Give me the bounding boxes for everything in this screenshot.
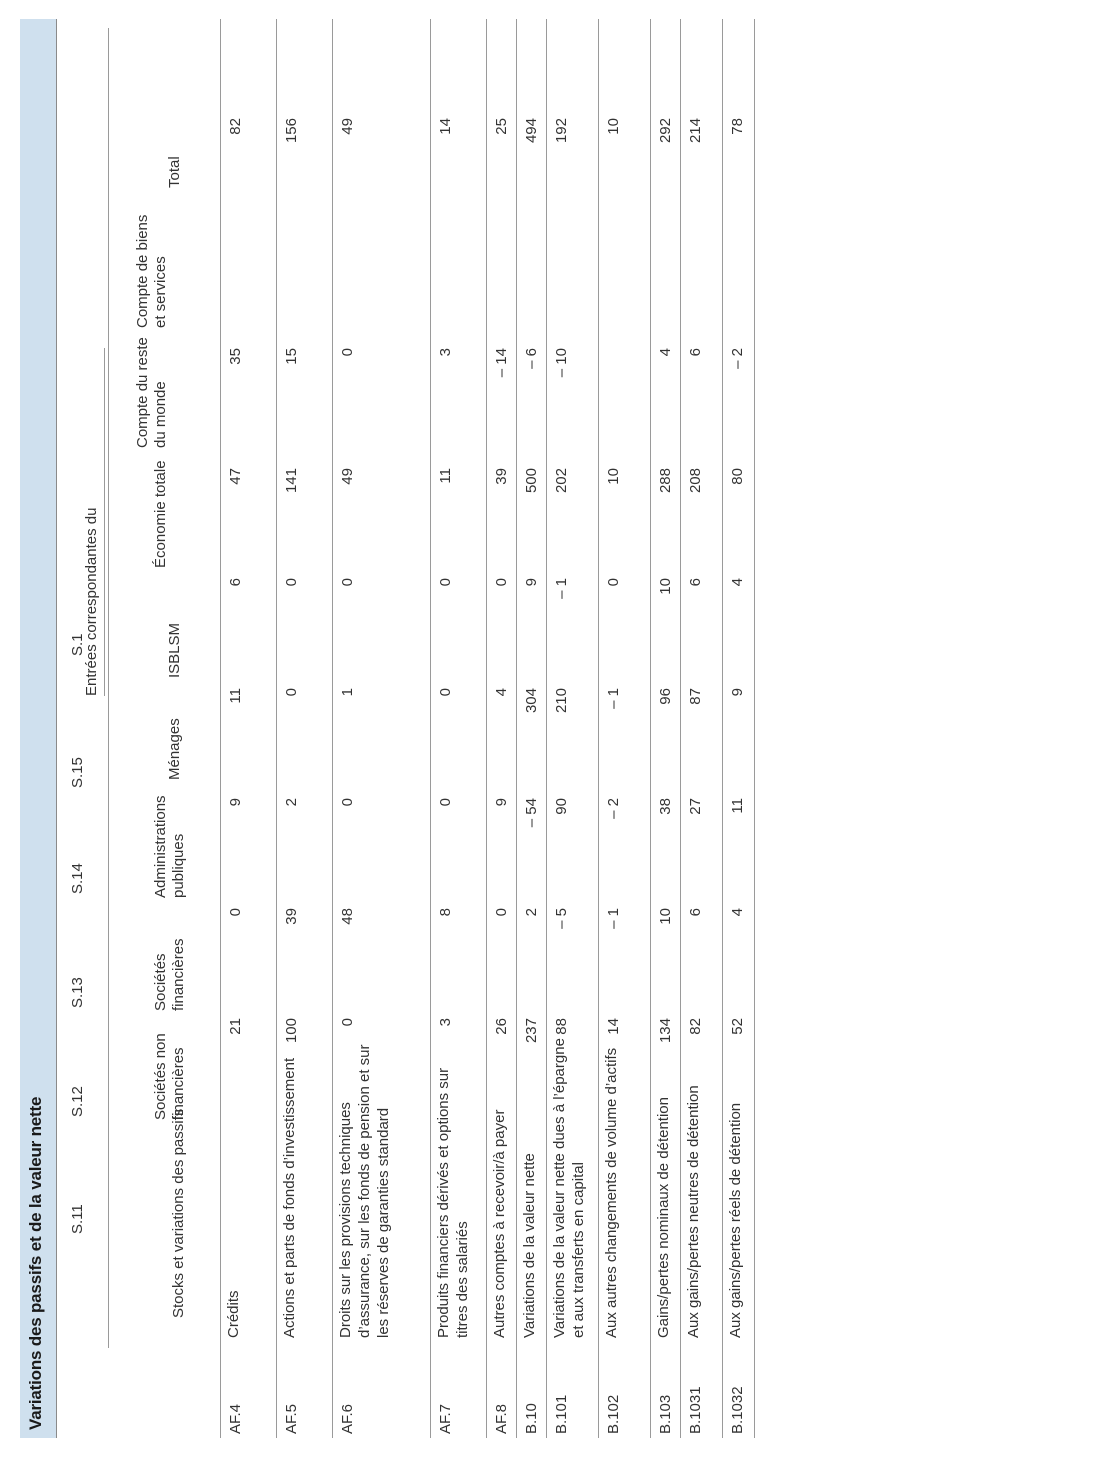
table-cell: 0 (437, 688, 454, 697)
row-code: AF.8 (493, 1403, 510, 1434)
sector-code: S.1 (69, 633, 86, 656)
row-label: Droits sur les provisions techniques d’assurance, sur les fonds de pension et sur les réserves de garanties standard (337, 1044, 392, 1338)
table-cell: 14 (605, 1018, 622, 1035)
sector-code-rule (108, 28, 109, 1348)
table-cell: 0 (437, 798, 454, 807)
column-header: Sociétés financières (152, 938, 187, 1011)
table-cell: 288 (657, 468, 674, 494)
row-label: Produits financiers dérivés et options sur titres des salariés (435, 1067, 471, 1338)
table-cell: 292 (657, 118, 674, 144)
row-rule (546, 19, 547, 1438)
row-code: AF.4 (227, 1403, 244, 1434)
table-cell: 9 (523, 578, 540, 587)
table-cell: – 2 (729, 348, 746, 369)
column-header: Compte du reste du monde (134, 337, 169, 448)
row-label: Variations de la valeur nette dues à l’épargne et aux transferts en capital (551, 1038, 587, 1338)
table-cell: 82 (687, 1018, 704, 1035)
table-cell: 2 (283, 798, 300, 807)
table-cell: 78 (729, 118, 746, 135)
table-cell: 35 (227, 348, 244, 365)
table-cell: 82 (227, 118, 244, 135)
table-cell: 0 (283, 688, 300, 697)
table-cell: 80 (729, 468, 746, 485)
table-cell: 208 (687, 468, 704, 494)
table-cell: 0 (437, 578, 454, 587)
sector-code: S.13 (69, 977, 86, 1008)
row-label: Aux gains/pertes réels de détention (727, 1102, 744, 1338)
row-label: Aux gains/pertes neutres de détention (685, 1085, 702, 1338)
column-header: Compte de biens et services (134, 214, 169, 328)
row-rule (276, 19, 277, 1438)
table-cell: 156 (283, 118, 300, 144)
table-cell: – 14 (493, 348, 510, 378)
column-header: ISBLSM (166, 622, 183, 678)
row-rule (754, 19, 755, 1438)
table-cell: 6 (687, 908, 704, 917)
row-code: B.101 (553, 1394, 570, 1434)
table-cell: 10 (605, 468, 622, 485)
table-cell: 214 (687, 118, 704, 144)
table-cell: 4 (657, 348, 674, 357)
row-code: AF.7 (437, 1403, 454, 1434)
table-cell: 52 (729, 1018, 746, 1035)
table-cell: 9 (493, 798, 510, 807)
table-cell: 49 (339, 118, 356, 135)
row-rule (516, 19, 517, 1438)
row-rule (650, 19, 651, 1438)
table-cell: 0 (605, 578, 622, 587)
table-cell: 88 (553, 1018, 570, 1035)
table-cell: – 10 (553, 348, 570, 378)
sector-code: S.11 (69, 1204, 86, 1234)
table-cell: 304 (523, 688, 540, 714)
table-cell: 11 (729, 798, 746, 814)
table-cell: – 1 (605, 908, 622, 929)
table-title-bar (20, 19, 57, 1438)
table-cell: 10 (657, 908, 674, 925)
table-cell: – 6 (523, 348, 540, 369)
table-cell: 49 (339, 468, 356, 485)
rotated-table (20, 19, 746, 1438)
table-cell: 1 (339, 688, 356, 697)
row-code: AF.6 (339, 1403, 356, 1434)
table-cell: 3 (437, 348, 454, 357)
sector-code: S.14 (69, 863, 86, 894)
table-cell: 15 (283, 348, 300, 365)
header-rule (220, 19, 221, 1438)
row-rule (722, 19, 723, 1438)
table-cell: 25 (493, 118, 510, 135)
table-cell: 6 (687, 578, 704, 587)
row-code: B.10 (523, 1403, 540, 1434)
table-cell: 90 (553, 798, 570, 815)
table-cell: 0 (339, 348, 356, 357)
table-cell: 494 (523, 118, 540, 144)
table-cell: – 1 (605, 688, 622, 709)
row-rule (598, 19, 599, 1438)
table-cell: 0 (493, 908, 510, 917)
table-cell: 6 (227, 578, 244, 587)
table-cell: 100 (283, 1018, 300, 1044)
table-cell: 3 (437, 1018, 454, 1027)
group-header: Entrées correspondantes du (83, 507, 100, 696)
table-cell: 210 (553, 688, 570, 714)
row-code: B.102 (605, 1394, 622, 1434)
table-cell: – 1 (553, 578, 570, 599)
table-cell: 14 (437, 118, 454, 135)
table-cell: 0 (283, 578, 300, 587)
row-label: Gains/pertes nominaux de détention (655, 1097, 672, 1338)
table-cell: 141 (283, 468, 300, 494)
table-cell: 27 (687, 798, 704, 815)
table-cell: 9 (729, 688, 746, 697)
table-cell: 10 (605, 118, 622, 135)
table-title: Variations des passifs et de la valeur nette (26, 1096, 45, 1430)
table-cell: 4 (729, 908, 746, 917)
row-code: AF.5 (283, 1403, 300, 1434)
column-header: Économie totale (152, 460, 169, 568)
sector-code: S.15 (69, 757, 86, 788)
table-cell: 4 (729, 578, 746, 587)
table-cell: 0 (227, 908, 244, 917)
table-cell: 0 (339, 1018, 356, 1027)
row-code: B.103 (657, 1394, 674, 1434)
table-cell: 6 (687, 348, 704, 357)
column-header: Sociétés non financières (152, 1033, 187, 1120)
table-cell: 38 (657, 798, 674, 815)
column-header: Stocks et variations des passifs (170, 1108, 187, 1318)
table-cell: 4 (493, 688, 510, 697)
table-cell: 10 (657, 578, 674, 595)
row-rule (332, 19, 333, 1438)
table-cell: 0 (493, 578, 510, 587)
table-cell: 9 (227, 798, 244, 807)
table-cell: – 54 (523, 798, 540, 828)
row-rule (680, 19, 681, 1438)
table-cell: 202 (553, 468, 570, 494)
table-cell: 192 (553, 118, 570, 144)
table-cell: 2 (523, 908, 540, 917)
table-cell: 21 (227, 1018, 244, 1035)
column-header: Total (166, 156, 183, 188)
table-cell: – 2 (605, 798, 622, 819)
table-cell: 47 (227, 468, 244, 485)
table-cell: 26 (493, 1018, 510, 1035)
table-cell: 87 (687, 688, 704, 705)
column-header: Ménages (166, 718, 183, 780)
table-cell: 48 (339, 908, 356, 925)
table-cell: 11 (437, 468, 454, 484)
table-cell: 500 (523, 468, 540, 494)
row-label: Actions et parts de fonds d’investissement (281, 1057, 298, 1338)
row-label: Autres comptes à recevoir/à payer (491, 1109, 508, 1338)
sector-code: S.12 (69, 1086, 86, 1117)
row-rule (486, 19, 487, 1438)
column-header: Administrations publiques (152, 795, 187, 898)
table-cell: 96 (657, 688, 674, 705)
group-header-rule (104, 348, 105, 696)
row-code: B.1031 (687, 1386, 704, 1434)
table-cell: 8 (437, 908, 454, 917)
row-code: B.1032 (729, 1386, 746, 1434)
row-label: Variations de la valeur nette (521, 1153, 538, 1338)
table-cell: 11 (227, 688, 244, 704)
row-label: Crédits (225, 1290, 242, 1338)
table-cell: 237 (523, 1018, 540, 1044)
row-rule (430, 19, 431, 1438)
row-label: Aux autres changements de volume d’actifs (603, 1047, 620, 1338)
table-cell: 134 (657, 1018, 674, 1044)
table-cell: 39 (283, 908, 300, 925)
table-cell: 0 (339, 798, 356, 807)
table-cell: 39 (493, 468, 510, 485)
table-cell: 0 (339, 578, 356, 587)
table-cell: – 5 (553, 908, 570, 929)
